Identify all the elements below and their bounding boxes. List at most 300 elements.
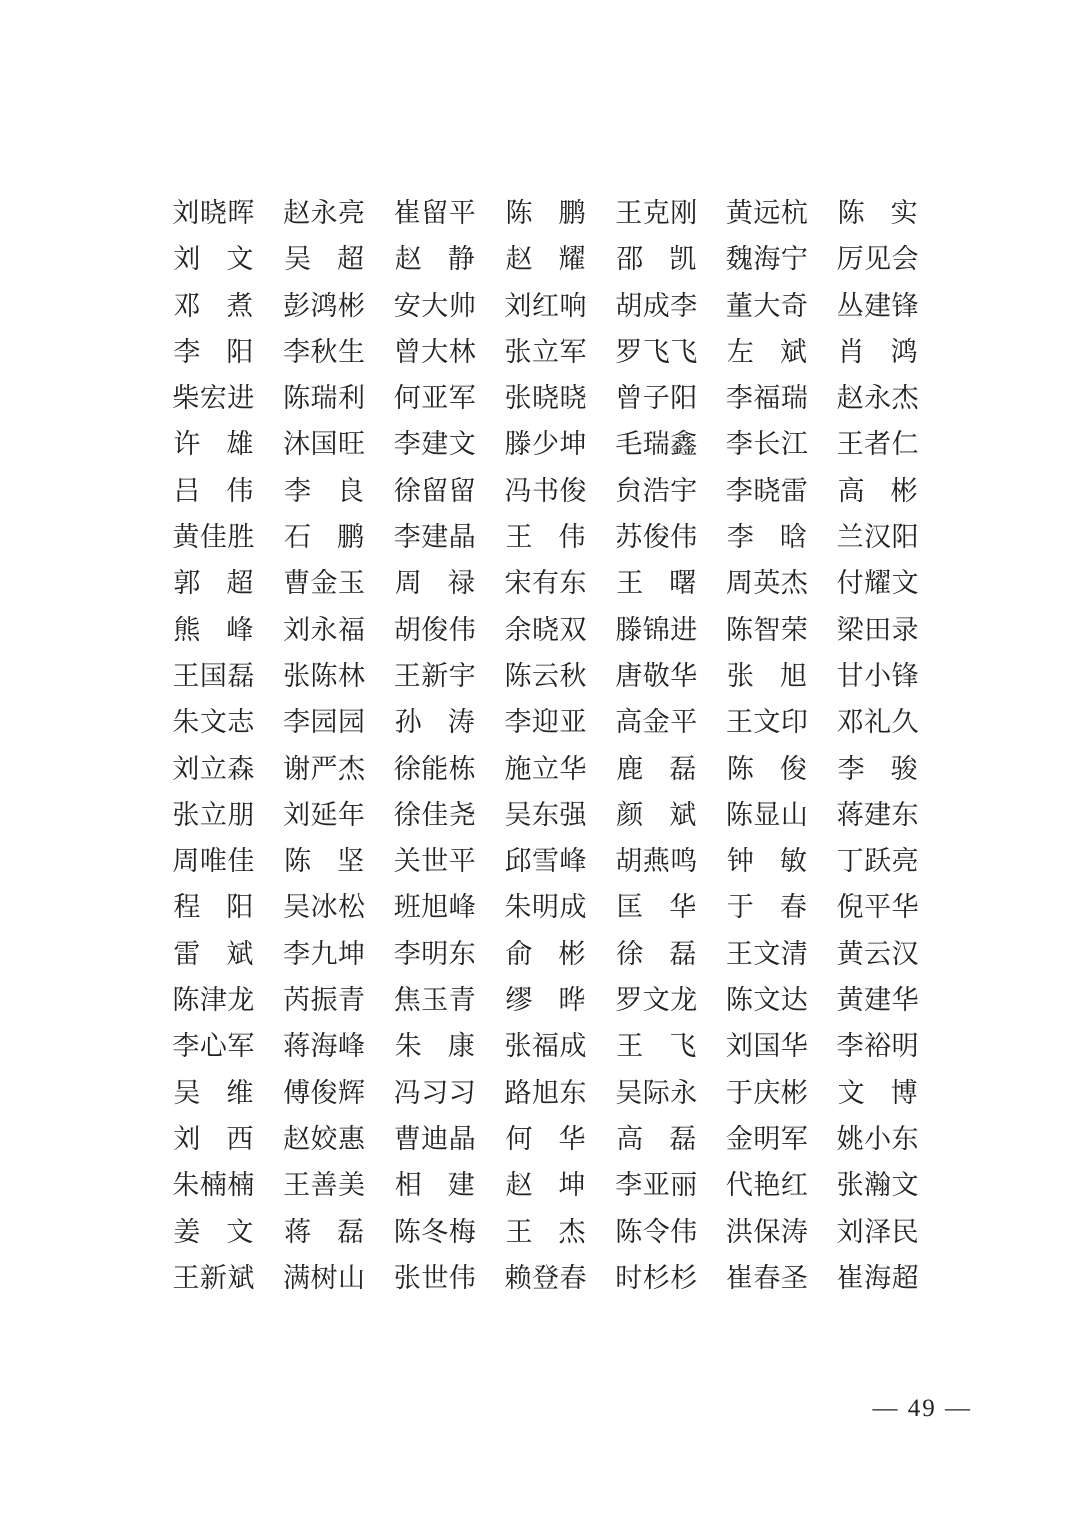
roster-name-cell	[158, 1171, 269, 1199]
roster-name-cell	[158, 893, 269, 921]
roster-name-cell	[379, 245, 490, 273]
roster-name-cell	[158, 430, 269, 458]
person-name: 代艳红	[725, 1170, 808, 1201]
roster-name-cell	[822, 1218, 933, 1246]
roster-name-cell	[158, 1079, 269, 1107]
person-name: 刘国华	[725, 1031, 808, 1062]
person-name: 李建晶	[393, 522, 476, 553]
person-name: 朱康	[394, 1031, 475, 1062]
person-name: 付耀文	[836, 568, 919, 599]
roster-name-cell	[379, 893, 490, 921]
person-name: 张陈林	[283, 660, 366, 691]
roster-name-cell	[269, 1125, 380, 1153]
roster-name-cell	[601, 523, 712, 551]
person-name: 曾大林	[393, 336, 476, 367]
person-name: 梁田录	[836, 614, 919, 645]
roster-name-cell	[712, 801, 823, 829]
person-name: 王飞	[616, 1031, 697, 1062]
roster-name-cell	[158, 940, 269, 968]
roster-name-cell	[822, 477, 933, 505]
roster-name-cell	[269, 384, 380, 412]
roster-name-cell	[379, 523, 490, 551]
person-name: 李裕明	[836, 1031, 919, 1062]
roster-name-cell	[269, 986, 380, 1014]
roster-name-cell	[822, 893, 933, 921]
person-name: 张世伟	[393, 1262, 476, 1293]
roster-name-cell	[712, 708, 823, 736]
roster-name-cell	[490, 569, 601, 597]
person-name: 芮振青	[283, 985, 366, 1016]
person-name: 于春	[726, 892, 807, 923]
roster-name-cell	[822, 755, 933, 783]
roster-name-cell	[822, 940, 933, 968]
person-name: 徐佳尧	[393, 799, 476, 830]
person-name: 匡华	[616, 892, 697, 923]
person-name: 陈实	[837, 197, 918, 228]
roster-name-cell	[712, 245, 823, 273]
roster-name-cell	[158, 245, 269, 273]
roster-name-cell	[269, 569, 380, 597]
person-name: 吴超	[284, 244, 365, 275]
roster-name-cell	[490, 338, 601, 366]
roster-name-cell	[601, 940, 712, 968]
person-name: 邓礼久	[836, 707, 919, 738]
person-name: 李建文	[393, 429, 476, 460]
person-name: 沐国旺	[283, 429, 366, 460]
person-name: 张立朋	[172, 799, 255, 830]
person-name: 何华	[505, 1123, 586, 1154]
roster-name-cell	[269, 1079, 380, 1107]
roster-name-cell	[822, 430, 933, 458]
person-name: 王伟	[505, 522, 586, 553]
person-name: 高彬	[837, 475, 918, 506]
person-name: 班旭峰	[393, 892, 476, 923]
roster-name-cell	[158, 616, 269, 644]
person-name: 胡燕鸣	[615, 846, 698, 877]
roster-name-cell	[712, 569, 823, 597]
roster-name-cell	[490, 847, 601, 875]
person-name: 赵静	[394, 244, 475, 275]
person-name: 缪晔	[505, 985, 586, 1016]
person-name: 朱文志	[172, 707, 255, 738]
roster-name-cell	[490, 893, 601, 921]
person-name: 丛建锋	[836, 290, 919, 321]
roster-name-cell	[490, 1125, 601, 1153]
person-name: 刘晓晖	[172, 197, 255, 228]
roster-name-cell	[379, 477, 490, 505]
roster-name-cell	[712, 893, 823, 921]
person-name: 蒋磊	[284, 1216, 365, 1247]
person-name: 安大帅	[393, 290, 476, 321]
person-name: 满树山	[283, 1262, 366, 1293]
roster-name-cell	[490, 986, 601, 1014]
roster-name-cell	[601, 245, 712, 273]
roster-name-cell	[158, 1264, 269, 1292]
roster-name-cell	[269, 245, 380, 273]
person-name: 陈俊	[726, 753, 807, 784]
roster-name-cell	[601, 801, 712, 829]
roster-name-cell	[490, 1264, 601, 1292]
person-name: 吴维	[173, 1077, 254, 1108]
roster-name-cell	[712, 755, 823, 783]
roster-name-cell	[269, 292, 380, 320]
roster-name-cell	[379, 755, 490, 783]
roster-name-cell	[601, 1032, 712, 1060]
roster-name-cell	[158, 755, 269, 783]
roster-name-cell	[601, 477, 712, 505]
roster-name-cell	[822, 662, 933, 690]
person-name: 赵永杰	[836, 383, 919, 414]
roster-name-cell	[490, 1079, 601, 1107]
person-name: 李亚丽	[615, 1170, 698, 1201]
person-name: 周禄	[394, 568, 475, 599]
person-name: 张立军	[504, 336, 587, 367]
roster-name-cell	[379, 847, 490, 875]
name-roster-grid	[158, 190, 933, 1301]
person-name: 刘延年	[283, 799, 366, 830]
roster-name-cell	[712, 477, 823, 505]
person-name: 关世平	[393, 846, 476, 877]
roster-name-cell	[601, 338, 712, 366]
person-name: 倪平华	[836, 892, 919, 923]
person-name: 李福瑞	[725, 383, 808, 414]
roster-name-cell	[158, 847, 269, 875]
roster-name-cell	[822, 1264, 933, 1292]
roster-name-cell	[822, 847, 933, 875]
person-name: 柴宏进	[172, 383, 255, 414]
roster-name-cell	[269, 1171, 380, 1199]
roster-name-cell	[712, 940, 823, 968]
person-name: 刘泽民	[836, 1216, 919, 1247]
roster-name-cell	[379, 1218, 490, 1246]
person-name: 吴冰松	[283, 892, 366, 923]
roster-name-cell	[822, 1171, 933, 1199]
person-name: 崔春圣	[725, 1262, 808, 1293]
roster-name-cell	[490, 477, 601, 505]
roster-name-cell	[601, 847, 712, 875]
roster-name-cell	[269, 199, 380, 227]
roster-name-cell	[269, 523, 380, 551]
person-name: 甘小锋	[836, 660, 919, 691]
roster-name-cell	[379, 430, 490, 458]
person-name: 左斌	[726, 336, 807, 367]
roster-name-cell	[158, 801, 269, 829]
person-name: 邱雪峰	[504, 846, 587, 877]
roster-name-cell	[490, 384, 601, 412]
roster-name-cell	[158, 338, 269, 366]
roster-name-cell	[601, 430, 712, 458]
roster-name-cell	[269, 755, 380, 783]
roster-name-cell	[712, 430, 823, 458]
person-name: 张晓晓	[504, 383, 587, 414]
person-name: 文博	[837, 1077, 918, 1108]
person-name: 洪保涛	[725, 1216, 808, 1247]
roster-name-cell	[601, 1264, 712, 1292]
person-name: 滕少坤	[504, 429, 587, 460]
roster-name-cell	[269, 893, 380, 921]
roster-name-cell	[379, 1264, 490, 1292]
roster-name-cell	[822, 801, 933, 829]
roster-name-cell	[379, 199, 490, 227]
roster-name-cell	[601, 1171, 712, 1199]
person-name: 鹿磊	[616, 753, 697, 784]
roster-name-cell	[601, 755, 712, 783]
roster-name-cell	[158, 708, 269, 736]
roster-name-cell	[269, 477, 380, 505]
person-name: 陈令伟	[615, 1216, 698, 1247]
roster-name-cell	[269, 662, 380, 690]
roster-name-cell	[601, 1218, 712, 1246]
roster-name-cell	[822, 1125, 933, 1153]
person-name: 王文清	[725, 938, 808, 969]
person-name: 余晓双	[504, 614, 587, 645]
person-name: 贠浩宇	[615, 475, 698, 506]
roster-name-cell	[269, 1264, 380, 1292]
person-name: 陈坚	[284, 846, 365, 877]
person-name: 王克刚	[615, 197, 698, 228]
person-name: 陈显山	[725, 799, 808, 830]
roster-name-cell	[158, 1218, 269, 1246]
person-name: 朱明成	[504, 892, 587, 923]
person-name: 高磊	[616, 1123, 697, 1154]
person-name: 董大奇	[725, 290, 808, 321]
roster-name-cell	[601, 1125, 712, 1153]
person-name: 李良	[284, 475, 365, 506]
roster-name-cell	[158, 662, 269, 690]
roster-name-cell	[822, 384, 933, 412]
roster-name-cell	[158, 384, 269, 412]
roster-name-cell	[269, 940, 380, 968]
person-name: 王善美	[283, 1170, 366, 1201]
person-name: 魏海宁	[725, 244, 808, 275]
person-name: 兰汉阳	[836, 522, 919, 553]
person-name: 钟敏	[726, 846, 807, 877]
roster-name-cell	[490, 662, 601, 690]
person-name: 刘立森	[172, 753, 255, 784]
roster-name-cell	[379, 338, 490, 366]
roster-name-cell	[601, 662, 712, 690]
person-name: 陈瑞利	[283, 383, 366, 414]
person-name: 徐留留	[393, 475, 476, 506]
roster-name-cell	[712, 616, 823, 644]
roster-name-cell	[490, 1171, 601, 1199]
person-name: 谢严杰	[283, 753, 366, 784]
roster-name-cell	[601, 616, 712, 644]
person-name: 张瀚文	[836, 1170, 919, 1201]
person-name: 刘西	[173, 1123, 254, 1154]
person-name: 黄建华	[836, 985, 919, 1016]
roster-name-cell	[601, 986, 712, 1014]
person-name: 陈冬梅	[393, 1216, 476, 1247]
roster-name-cell	[822, 338, 933, 366]
person-name: 李明东	[393, 938, 476, 969]
person-name: 曹金玉	[283, 568, 366, 599]
person-name: 程阳	[173, 892, 254, 923]
person-name: 蒋建东	[836, 799, 919, 830]
roster-name-cell	[601, 1079, 712, 1107]
person-name: 施立华	[504, 753, 587, 784]
person-name: 邵凯	[616, 244, 697, 275]
person-name: 赖登春	[504, 1262, 587, 1293]
person-name: 时杉杉	[615, 1262, 698, 1293]
roster-name-cell	[712, 1171, 823, 1199]
roster-name-cell	[490, 199, 601, 227]
person-name: 刘红响	[504, 290, 587, 321]
roster-name-cell	[379, 986, 490, 1014]
person-name: 石鹏	[284, 522, 365, 553]
person-name: 滕锦进	[615, 614, 698, 645]
person-name: 冯习习	[393, 1077, 476, 1108]
person-name: 李长江	[725, 429, 808, 460]
person-name: 罗飞飞	[615, 336, 698, 367]
roster-name-cell	[158, 1125, 269, 1153]
roster-name-cell	[379, 940, 490, 968]
roster-name-cell	[269, 338, 380, 366]
person-name: 李阳	[173, 336, 254, 367]
roster-name-cell	[822, 986, 933, 1014]
roster-name-cell	[379, 801, 490, 829]
roster-name-cell	[269, 430, 380, 458]
roster-name-cell	[490, 940, 601, 968]
roster-name-cell	[379, 1125, 490, 1153]
roster-name-cell	[490, 1218, 601, 1246]
roster-name-cell	[822, 292, 933, 320]
person-name: 赵姣惠	[283, 1123, 366, 1154]
person-name: 王新斌	[172, 1262, 255, 1293]
roster-name-cell	[712, 523, 823, 551]
person-name: 胡俊伟	[393, 614, 476, 645]
person-name: 曾子阳	[615, 383, 698, 414]
person-name: 李晓雷	[725, 475, 808, 506]
page-number: — 49 —	[872, 1395, 972, 1422]
person-name: 陈鹏	[505, 197, 586, 228]
person-name: 黄佳胜	[172, 522, 255, 553]
roster-name-cell	[269, 1218, 380, 1246]
roster-name-cell	[712, 1079, 823, 1107]
person-name: 彭鸿彬	[283, 290, 366, 321]
person-name: 赵永亮	[283, 197, 366, 228]
person-name: 曹迪晶	[393, 1123, 476, 1154]
roster-name-cell	[490, 523, 601, 551]
roster-name-cell	[490, 708, 601, 736]
roster-name-cell	[822, 1079, 933, 1107]
person-name: 郭超	[173, 568, 254, 599]
roster-name-cell	[712, 986, 823, 1014]
person-name: 高金平	[615, 707, 698, 738]
roster-name-cell	[712, 847, 823, 875]
person-name: 冯书俊	[504, 475, 587, 506]
person-name: 姚小东	[836, 1123, 919, 1154]
roster-name-cell	[490, 292, 601, 320]
roster-name-cell	[379, 384, 490, 412]
person-name: 许雄	[173, 429, 254, 460]
roster-name-cell	[712, 1264, 823, 1292]
person-name: 李园园	[283, 707, 366, 738]
person-name: 陈云秋	[504, 660, 587, 691]
person-name: 雷斌	[173, 938, 254, 969]
person-name: 刘文	[173, 244, 254, 275]
roster-name-cell	[269, 616, 380, 644]
person-name: 崔海超	[836, 1262, 919, 1293]
person-name: 王杰	[505, 1216, 586, 1247]
person-name: 姜文	[173, 1216, 254, 1247]
roster-name-cell	[269, 1032, 380, 1060]
person-name: 丁跃亮	[836, 846, 919, 877]
roster-name-cell	[822, 245, 933, 273]
person-name: 金明军	[725, 1123, 808, 1154]
roster-name-cell	[712, 199, 823, 227]
person-name: 张福成	[504, 1031, 587, 1062]
person-name: 徐能栋	[393, 753, 476, 784]
person-name: 颜斌	[616, 799, 697, 830]
person-name: 李心军	[172, 1031, 255, 1062]
person-name: 肖鸿	[837, 336, 918, 367]
person-name: 陈津龙	[172, 985, 255, 1016]
person-name: 厉见会	[836, 244, 919, 275]
person-name: 李迎亚	[504, 707, 587, 738]
person-name: 王新宇	[393, 660, 476, 691]
person-name: 李九坤	[283, 938, 366, 969]
person-name: 傅俊辉	[283, 1077, 366, 1108]
roster-name-cell	[158, 523, 269, 551]
roster-name-cell	[490, 755, 601, 783]
roster-name-cell	[379, 662, 490, 690]
person-name: 相建	[394, 1170, 475, 1201]
person-name: 张旭	[726, 660, 807, 691]
person-name: 王者仁	[836, 429, 919, 460]
roster-name-cell	[379, 1171, 490, 1199]
person-name: 王曙	[616, 568, 697, 599]
person-name: 于庆彬	[725, 1077, 808, 1108]
person-name: 朱楠楠	[172, 1170, 255, 1201]
roster-name-cell	[712, 662, 823, 690]
person-name: 蒋海峰	[283, 1031, 366, 1062]
roster-name-cell	[490, 1032, 601, 1060]
roster-name-cell	[712, 292, 823, 320]
roster-name-cell	[379, 1032, 490, 1060]
roster-name-cell	[158, 1032, 269, 1060]
person-name: 李晗	[726, 522, 807, 553]
person-name: 黄远杭	[725, 197, 808, 228]
person-name: 焦玉青	[393, 985, 476, 1016]
roster-name-cell	[269, 708, 380, 736]
roster-name-cell	[158, 569, 269, 597]
roster-name-cell	[269, 801, 380, 829]
person-name: 邓煮	[173, 290, 254, 321]
roster-name-cell	[379, 292, 490, 320]
roster-name-cell	[490, 430, 601, 458]
person-name: 唐敬华	[615, 660, 698, 691]
person-name: 王国磊	[172, 660, 255, 691]
roster-name-cell	[712, 1032, 823, 1060]
person-name: 周英杰	[725, 568, 808, 599]
roster-name-cell	[712, 1125, 823, 1153]
roster-name-cell	[822, 616, 933, 644]
roster-name-cell	[269, 847, 380, 875]
person-name: 黄云汉	[836, 938, 919, 969]
person-name: 俞彬	[505, 938, 586, 969]
roster-name-cell	[822, 708, 933, 736]
person-name: 路旭东	[504, 1077, 587, 1108]
roster-name-cell	[822, 523, 933, 551]
roster-name-cell	[601, 384, 712, 412]
person-name: 李秋生	[283, 336, 366, 367]
roster-name-cell	[490, 245, 601, 273]
person-name: 陈智荣	[725, 614, 808, 645]
roster-name-cell	[712, 384, 823, 412]
roster-name-cell	[712, 338, 823, 366]
roster-name-cell	[158, 199, 269, 227]
